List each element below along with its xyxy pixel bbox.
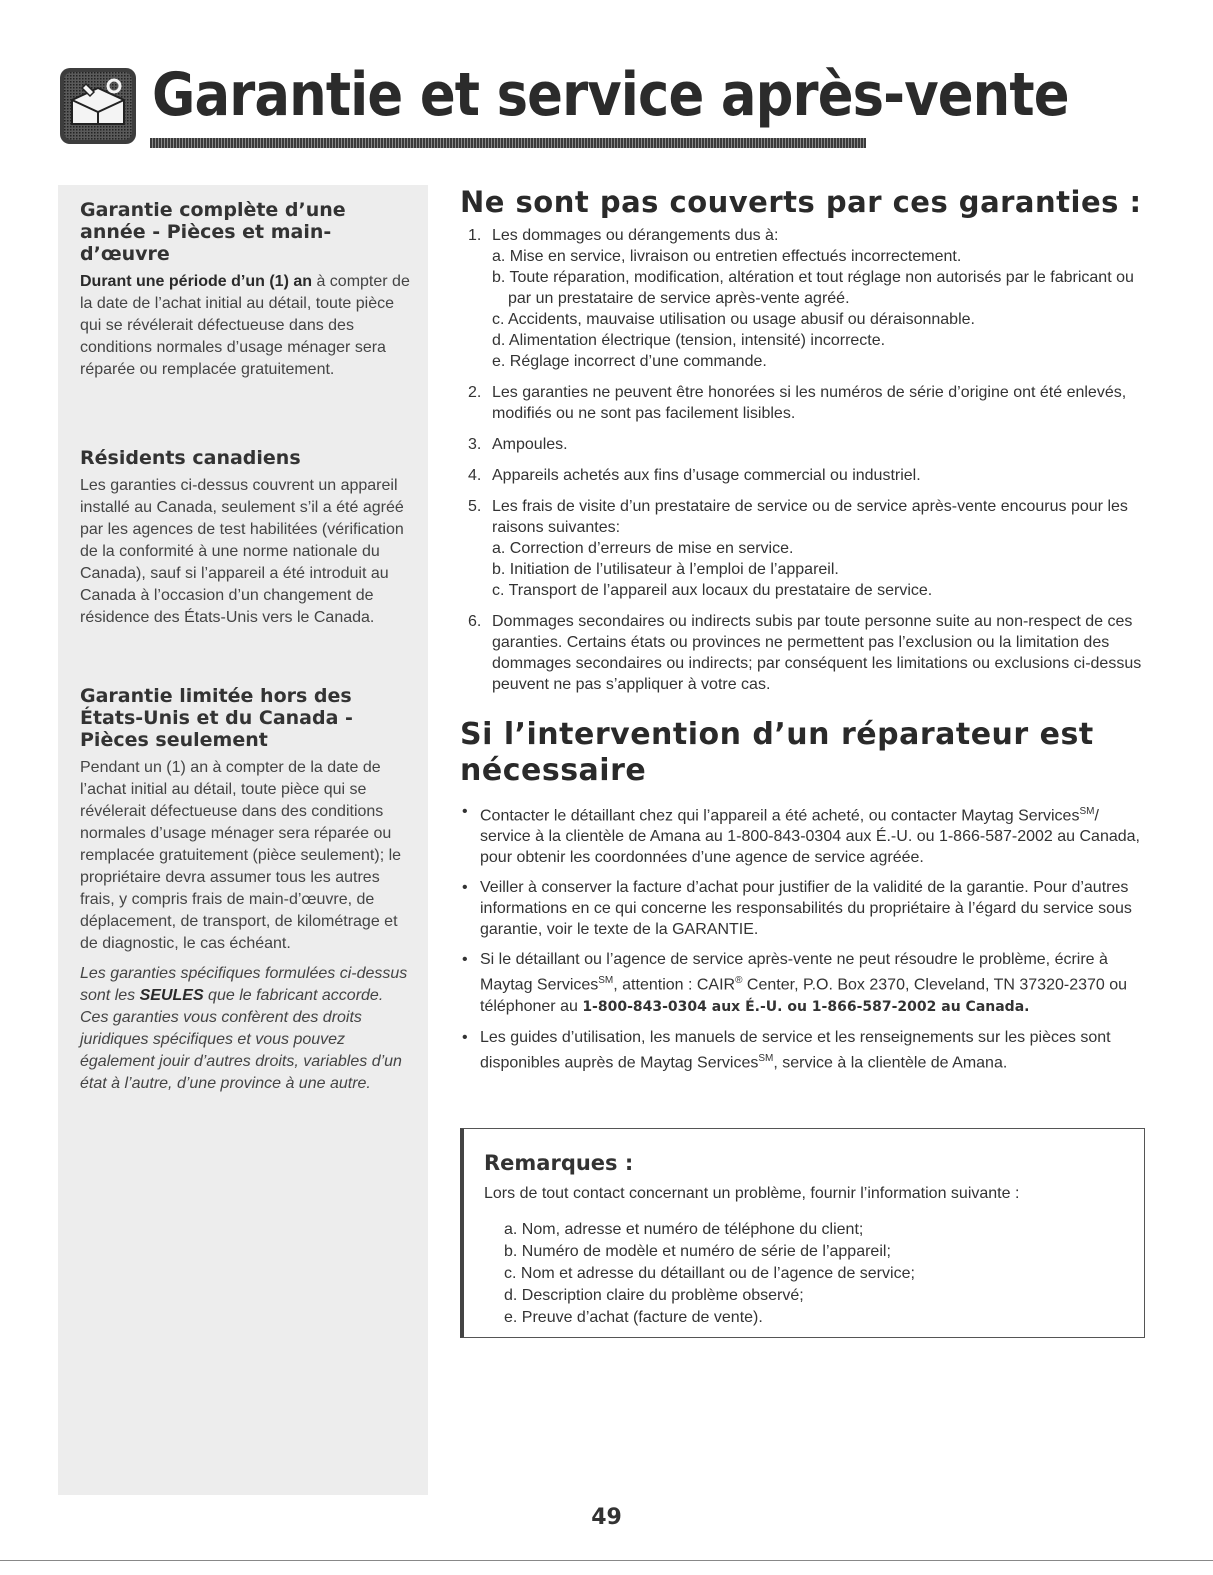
- sub-item: c. Accidents, mauvaise utilisation ou usage abusif ou déraisonnable.: [492, 311, 975, 328]
- notes-intro: Lors de tout contact concernant un problème, fournir l’information suivante :: [484, 1185, 1020, 1202]
- list-item: • Veiller à conserver la facture d’achat pour justifier de la validité de la garantie. Pour d’autres informations en ce qui concerne les responsabilités du propriétaire à l’égard du service sous garantie, voir le texte de la GARANTIE.: [460, 877, 1150, 940]
- main-column: [460, 185, 1150, 1082]
- service-heading: Si l’intervention d’un réparateur est nécessaire: [460, 717, 1094, 788]
- list-item: 2. Les garanties ne peuvent être honorées si les numéros de série d’origine ont été enlevés, modifiés ou ne sont pas facilement lisibles.: [468, 384, 1127, 422]
- notes-heading: Remarques :: [484, 1151, 634, 1175]
- toolbox-icon: [58, 66, 138, 146]
- canadian-residents-heading: Résidents canadiens: [80, 447, 301, 469]
- canadian-residents-section: [80, 447, 414, 629]
- list-item: 4. Appareils achetés aux fins d’usage commercial ou industriel.: [468, 467, 921, 484]
- list-item: 1. Les dommages ou dérangements dus à: a. Mise en service, livraison ou entretien effectués incorrectement. b. Toute réparation, modification, altération et tout réglage non autorisés par le fabricant ou par un prestataire de service après-vente agréé. c. Accidents, mauvaise utilisation ou usage abusif ou déraisonnable. d. Alimentation électrique (tension, intensité) incorrecte. e. Réglage incorrect d’une commande.: [460, 225, 1150, 372]
- list-item: 6. Dommages secondaires ou indirects subis par toute personne suite au non-respect de ces garanties. Certains états ou provinces ne permettent pas l’exclusion ou la limitation des dommages secondaires ou indirects; par conséquent les limitations ou exclusions ci-dessus peuvent ne pas s’appliquer à votre cas.: [468, 613, 1142, 693]
- sub-item: b. Initiation de l’utilisateur à l’emploi de l’appareil.: [492, 561, 839, 578]
- list-item: 3. Ampoules.: [468, 436, 568, 453]
- canadian-residents-text: Les garanties ci-dessus couvrent un appareil installé au Canada, seulement s’il a été agréé par les agences de test habilitées (vérification de la conformité à une norme nationale du Canada), sauf si l’appareil a été introduit au Canada à l’occasion d’un changement de résidence des États-Unis vers le Canada.: [80, 477, 404, 626]
- list-item: 5. Les frais de visite d’un prestataire de service ou de service après-vente encourus pour les raisons suivantes: a. Correction d’erreurs de mise en service. b. Initiation de l’utilisateur à l’emploi de l’appareil. c. Transport de l’appareil aux locaux du prestataire de service.: [460, 496, 1150, 601]
- phone-numbers: 1-800-843-0304 aux É.-U. ou 1-866-587-2002 au Canada.: [582, 998, 1030, 1015]
- not-covered-list: [460, 225, 1150, 695]
- bottom-rule: [0, 1560, 1213, 1561]
- notes-list: [504, 1219, 915, 1329]
- list-item: • Si le détaillant ou l’agence de service après-vente ne peut résoudre le problème, écrire à Maytag Services℠, attention : CAIR® Center, P.O. Box 2370, Cleveland, TN 37320-2370 ou téléphoner au 1-800-843-0304 aux É.-U. ou 1-866-587-2002 au Canada.: [460, 949, 1150, 1017]
- list-item: d. Description claire du problème observé;: [504, 1287, 804, 1304]
- warranty-sidebar: [58, 185, 428, 1495]
- list-item: c. Nom et adresse du détaillant ou de l’agence de service;: [504, 1265, 915, 1282]
- page-header: [58, 58, 1069, 158]
- full-warranty-section: [80, 199, 414, 381]
- page-title: Garantie et service après-vente: [152, 60, 1069, 130]
- sub-item: b. Toute réparation, modification, altération et tout réglage non autorisés par le fabricant ou par un prestataire de service après-vente agréé.: [492, 269, 1134, 307]
- not-covered-heading: Ne sont pas couverts par ces garanties :: [460, 185, 1142, 219]
- list-item: b. Numéro de modèle et numéro de série de l’appareil;: [504, 1243, 891, 1260]
- limited-warranty-heading: Garantie limitée hors des États-Unis et du Canada - Pièces seulement: [80, 685, 353, 751]
- page-number: 49: [591, 1505, 622, 1530]
- title-underline: [150, 138, 866, 148]
- sub-item: e. Réglage incorrect d’une commande.: [492, 353, 767, 370]
- sub-item: d. Alimentation électrique (tension, intensité) incorrecte.: [492, 332, 886, 349]
- limited-warranty-text: Pendant un (1) an à compter de la date de l’achat initial au détail, toute pièce qui se révélerait défectueuse dans des conditions normales d’usage ménager sera réparée ou remplacée gratuitement (pièce seulement); le propriétaire devra assumer tous les autres frais, y compris frais de main-d’œuvre, de déplacement, de transport, de kilométrage et de diagnostic, le cas échéant.: [80, 759, 402, 952]
- full-warranty-text: Durant une période d’un (1) an à compter de la date de l’achat initial au détail, toute pièce qui se révélerait défectueuse dans des conditions normales d’usage ménager sera réparée ou remplacée gratuitement.: [80, 273, 410, 378]
- list-item: • Les guides d’utilisation, les manuels de service et les renseignements sur les pièces sont disponibles auprès de Maytag Services℠, service à la clientèle de Amana.: [460, 1027, 1150, 1073]
- list-item: a. Nom, adresse et numéro de téléphone du client;: [504, 1221, 864, 1238]
- warranty-disclaimer: Les garanties spécifiques formulées ci-dessus sont les SEULES que le fabricant accorde. Ces garanties vous confèrent des droits juridiques spécifiques et vous pouvez également jouir d’autres droits, variables d’un état à l’autre, d’une province à une autre.: [80, 965, 408, 1092]
- sub-item: c. Transport de l’appareil aux locaux du prestataire de service.: [492, 582, 933, 599]
- notes-box: [460, 1128, 1145, 1338]
- sub-item: a. Mise en service, livraison ou entretien effectués incorrectement.: [492, 248, 962, 265]
- full-warranty-heading: Garantie complète d’une année - Pièces et main-d’œuvre: [80, 199, 346, 265]
- list-item: e. Preuve d’achat (facture de vente).: [504, 1309, 763, 1326]
- list-item: • Contacter le détaillant chez qui l’appareil a été acheté, ou contacter Maytag Services℠/ service à la clientèle de Amana au 1-800-843-0304 aux É.-U. ou 1-866-587-2002 au Canada, pour obtenir les coordonnées d’une agence de service agréée.: [460, 801, 1150, 868]
- sub-item: a. Correction d’erreurs de mise en service.: [492, 540, 794, 557]
- limited-warranty-section: [80, 685, 414, 1095]
- service-list: [460, 801, 1150, 1073]
